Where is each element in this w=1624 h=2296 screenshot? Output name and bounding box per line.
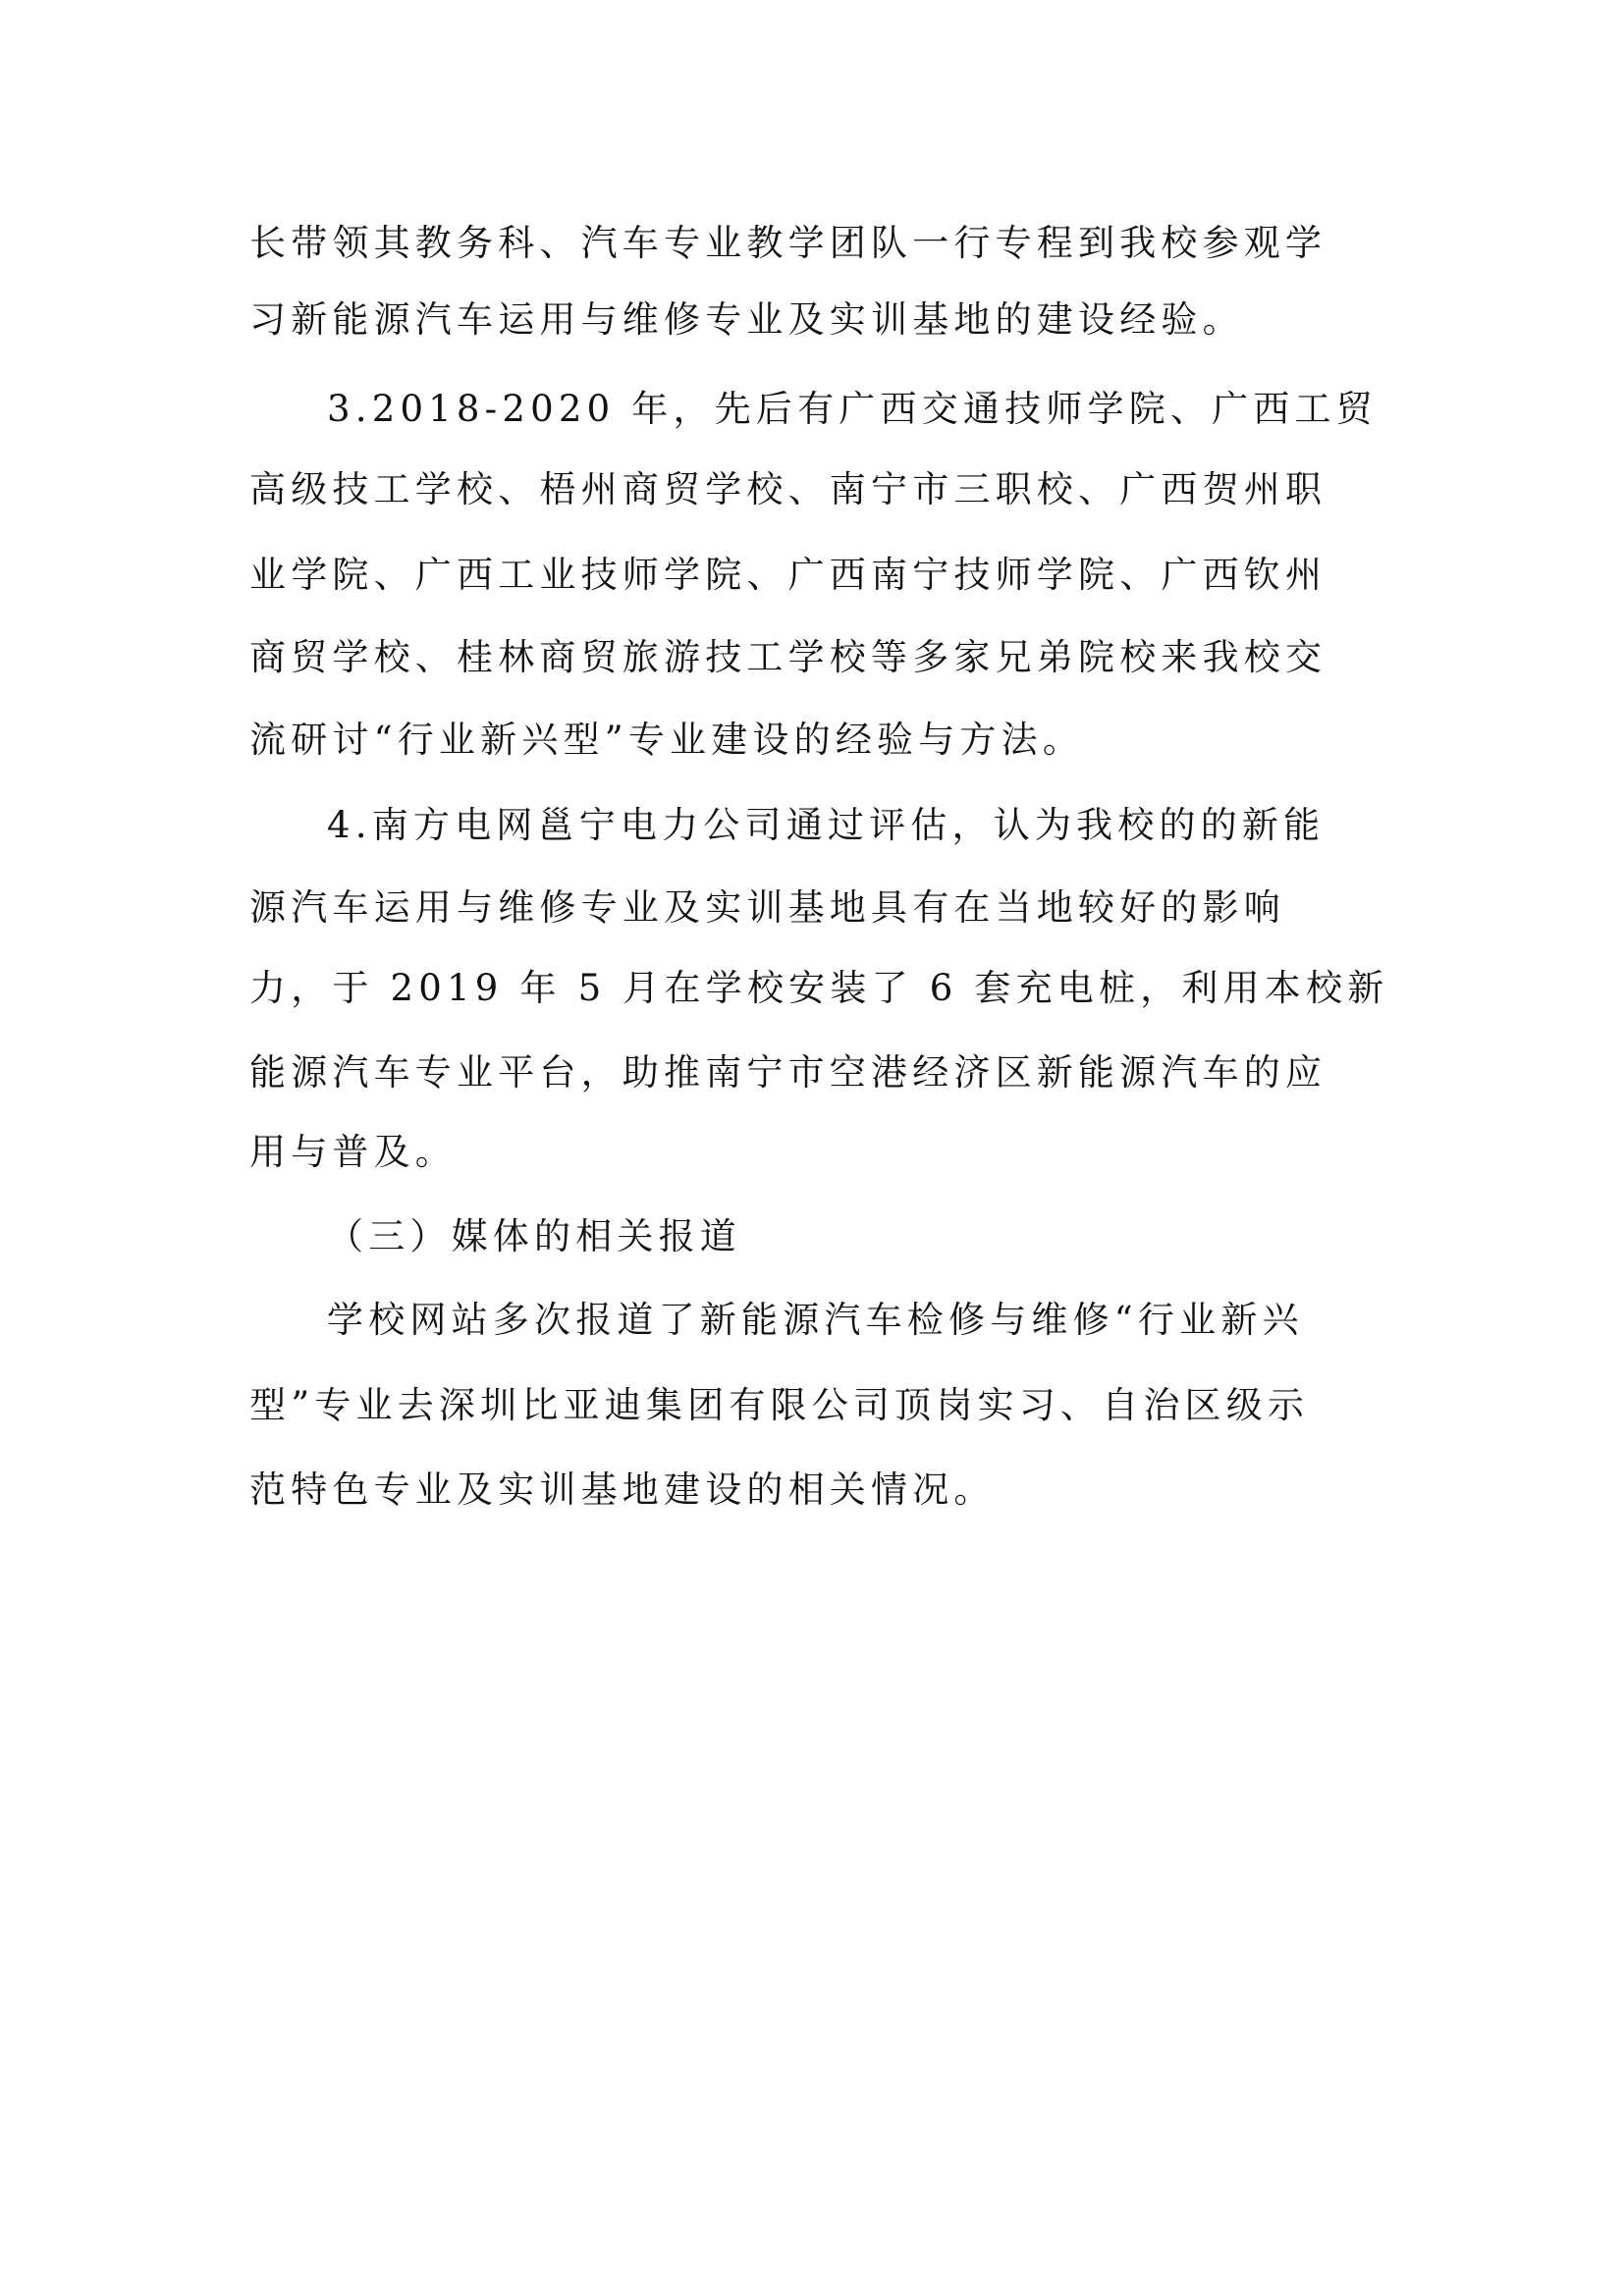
section-heading: （三）媒体的相关报道 [327,1215,741,1257]
text-line: 范特色专业及实训基地建设的相关情况。 [249,1468,996,1511]
text-line: 长带领其教务科、汽车专业教学团队一行专程到我校参观学 [249,222,1327,264]
paragraph-3-first-line: 3.2018-2020 年，先后有广西交通技师学院、广西工贸 [327,388,1378,430]
text-line: 能源汽车专业平台，助推南宁市空港经济区新能源汽车的应 [249,1051,1327,1094]
text-line: 业学院、广西工业技师学院、广西南宁技师学院、广西钦州 [249,554,1327,596]
text-line: 力，于 2019 年 5 月在学校安装了 6 套充电桩，利用本校新 [249,967,1389,1009]
text-line: 商贸学校、桂林商贸旅游技工学校等多家兄弟院校来我校交 [249,636,1327,678]
text-line: 源汽车运用与维修专业及实训基地具有在当地较好的影响 [249,886,1285,929]
text-line: 流研讨“行业新兴型”专业建设的经验与方法。 [249,719,1085,761]
paragraph-4-first-line: 4.南方电网邕宁电力公司通过评估，认为我校的的新能 [327,804,1326,846]
text-line: 高级技工学校、梧州商贸学校、南宁市三职校、广西贺州职 [249,468,1327,510]
text-line: 用与普及。 [249,1131,457,1173]
text-line: 习新能源汽车运用与维修专业及实训基地的建设经验。 [249,298,1244,341]
paragraph-media-first-line: 学校网站多次报道了新能源汽车检修与维修“行业新兴 [327,1299,1304,1341]
text-line: 型”专业去深圳比亚迪集团有限公司顶岗实习、自治区级示 [249,1384,1310,1426]
